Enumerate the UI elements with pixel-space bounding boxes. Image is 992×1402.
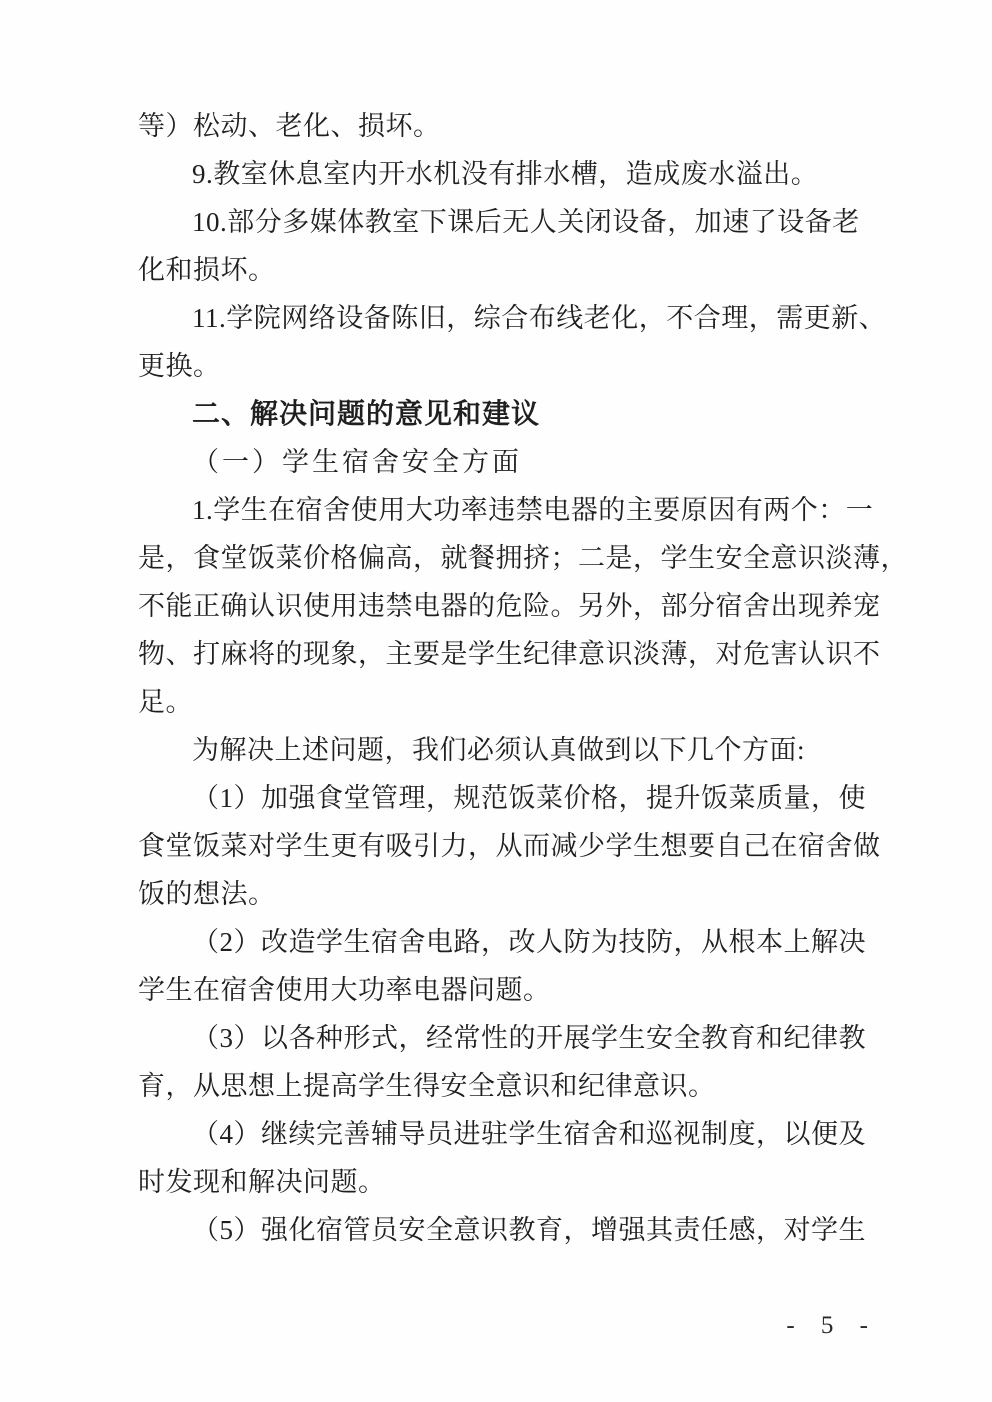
text-content bbox=[138, 102, 908, 1254]
text-line: （2）改造学生宿舍电路，改人防为技防，从根本上解决 bbox=[192, 927, 866, 957]
text-line: （1）加强食堂管理，规范饭菜价格，提升饭菜质量，使 bbox=[192, 783, 866, 813]
text-line: 11.学院网络设备陈旧，综合布线老化，不合理，需更新、 bbox=[192, 303, 887, 333]
text-line: 物、打麻将的现象，主要是学生纪律意识淡薄，对危害认识不 bbox=[138, 639, 881, 669]
text-line: 等）松动、老化、损坏。 bbox=[138, 111, 441, 141]
text-line: 足。 bbox=[138, 687, 193, 717]
text-line: （5）强化宿管员安全意识教育，增强其责任感，对学生 bbox=[192, 1215, 866, 1245]
text-line: 更换。 bbox=[138, 351, 221, 381]
text-line: 食堂饭菜对学生更有吸引力，从而减少学生想要自己在宿舍做 bbox=[138, 831, 881, 861]
text-line: 10.部分多媒体教室下课后无人关闭设备，加速了设备老 bbox=[192, 207, 860, 237]
page-number: - 5 - bbox=[786, 1312, 878, 1339]
text-line: 饭的想法。 bbox=[138, 879, 276, 909]
text-line: 是，食堂饭菜价格偏高，就餐拥挤；二是，学生安全意识淡薄， bbox=[138, 543, 908, 573]
subsection-heading: （一）学生宿舍安全方面 bbox=[192, 447, 522, 477]
text-line: 9.教室休息室内开水机没有排水槽，造成废水溢出。 bbox=[192, 159, 819, 189]
text-line: 1.学生在宿舍使用大功率违禁电器的主要原因有两个：一 bbox=[192, 495, 874, 525]
section-heading: 二、解决问题的意见和建议 bbox=[192, 398, 541, 429]
text-line: （3）以各种形式，经常性的开展学生安全教育和纪律教 bbox=[192, 1023, 866, 1053]
text-line: 化和损坏。 bbox=[138, 255, 276, 285]
text-line: 为解决上述问题，我们必须认真做到以下几个方面: bbox=[192, 735, 806, 765]
text-line: 育，从思想上提高学生得安全意识和纪律意识。 bbox=[138, 1071, 716, 1101]
text-line: 学生在宿舍使用大功率电器问题。 bbox=[138, 975, 551, 1005]
text-line: （4）继续完善辅导员进驻学生宿舍和巡视制度，以便及 bbox=[192, 1119, 866, 1149]
text-line: 不能正确认识使用违禁电器的危险。另外，部分宿舍出现养宠 bbox=[138, 591, 881, 621]
text-line: 时发现和解决问题。 bbox=[138, 1167, 386, 1197]
